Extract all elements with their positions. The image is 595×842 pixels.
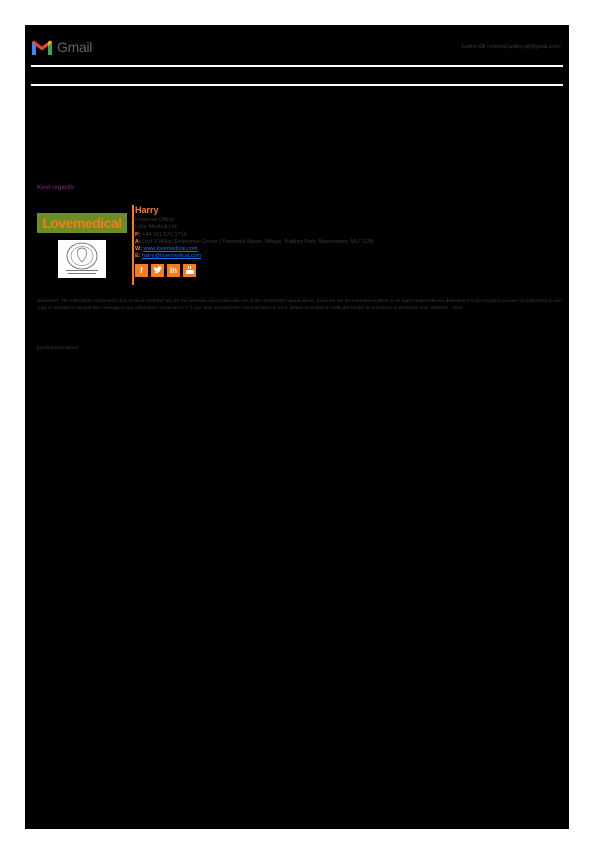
phone-label: P:	[135, 231, 141, 238]
address-label: A:	[135, 238, 141, 245]
accreditation-seal	[58, 240, 106, 278]
email-domain: @lovemedical.com	[154, 253, 202, 260]
quoted-text-toggle[interactable]: [Quoted text hidden]	[37, 345, 79, 350]
social-links	[135, 264, 373, 277]
email-greeting: Kind regards	[37, 185, 75, 191]
signature-email-row	[135, 253, 373, 260]
gmail-wordmark: Gmail	[57, 39, 93, 55]
address-text: Unit 1 Willan Enterprise Centre | Frederick Street, Village, Trafford Park, Manchester, M17 1DB	[142, 238, 374, 245]
twitter-icon[interactable]	[151, 264, 164, 277]
company-logo-text: Lovemedical	[42, 215, 122, 231]
signature-title: Financial Officer	[135, 217, 175, 223]
seal-emblem-icon	[58, 240, 106, 278]
signature-web-row	[135, 246, 373, 253]
gmail-logo[interactable]	[31, 37, 92, 57]
email-signature	[135, 205, 373, 277]
page-background	[25, 25, 569, 829]
signature-company: Love Medical Ltd	[135, 224, 177, 231]
email-label: E:	[135, 253, 141, 260]
phone-number: +44 161 676 3714	[142, 231, 187, 238]
email-disclaimer: Disclaimer: The information contained in this email is intended only for the personal and confidential use of the recipient(s) named above. If you are not the intended recipient or an agent responsible for delivering it to the recipient you are not authorised to use, copy or disclose to anyone this message or any information contained in it. If you have received this communication in error, please immediately notify the sender by telephone or electronic mail. 9605091 : 2015	[37, 298, 563, 310]
header-divider	[31, 65, 563, 67]
gmail-icon	[31, 39, 53, 56]
email-user: harry	[142, 253, 155, 260]
youtube-icon[interactable]	[183, 264, 196, 277]
account-label: Justine Gill <chemist.justine.gill@gmail.com>	[460, 44, 561, 50]
signature-divider	[132, 205, 134, 285]
facebook-icon[interactable]: f	[135, 264, 148, 277]
website-link[interactable]: www.lovemedical.com	[143, 246, 198, 253]
linkedin-icon[interactable]: in	[167, 264, 180, 277]
signature-address-row	[135, 239, 373, 246]
web-label: W:	[135, 246, 142, 253]
company-logo	[37, 213, 127, 233]
subject-divider	[31, 84, 563, 86]
signature-name: Harry	[135, 205, 159, 215]
signature-phone-row	[135, 232, 373, 239]
email-link[interactable]	[142, 253, 201, 259]
